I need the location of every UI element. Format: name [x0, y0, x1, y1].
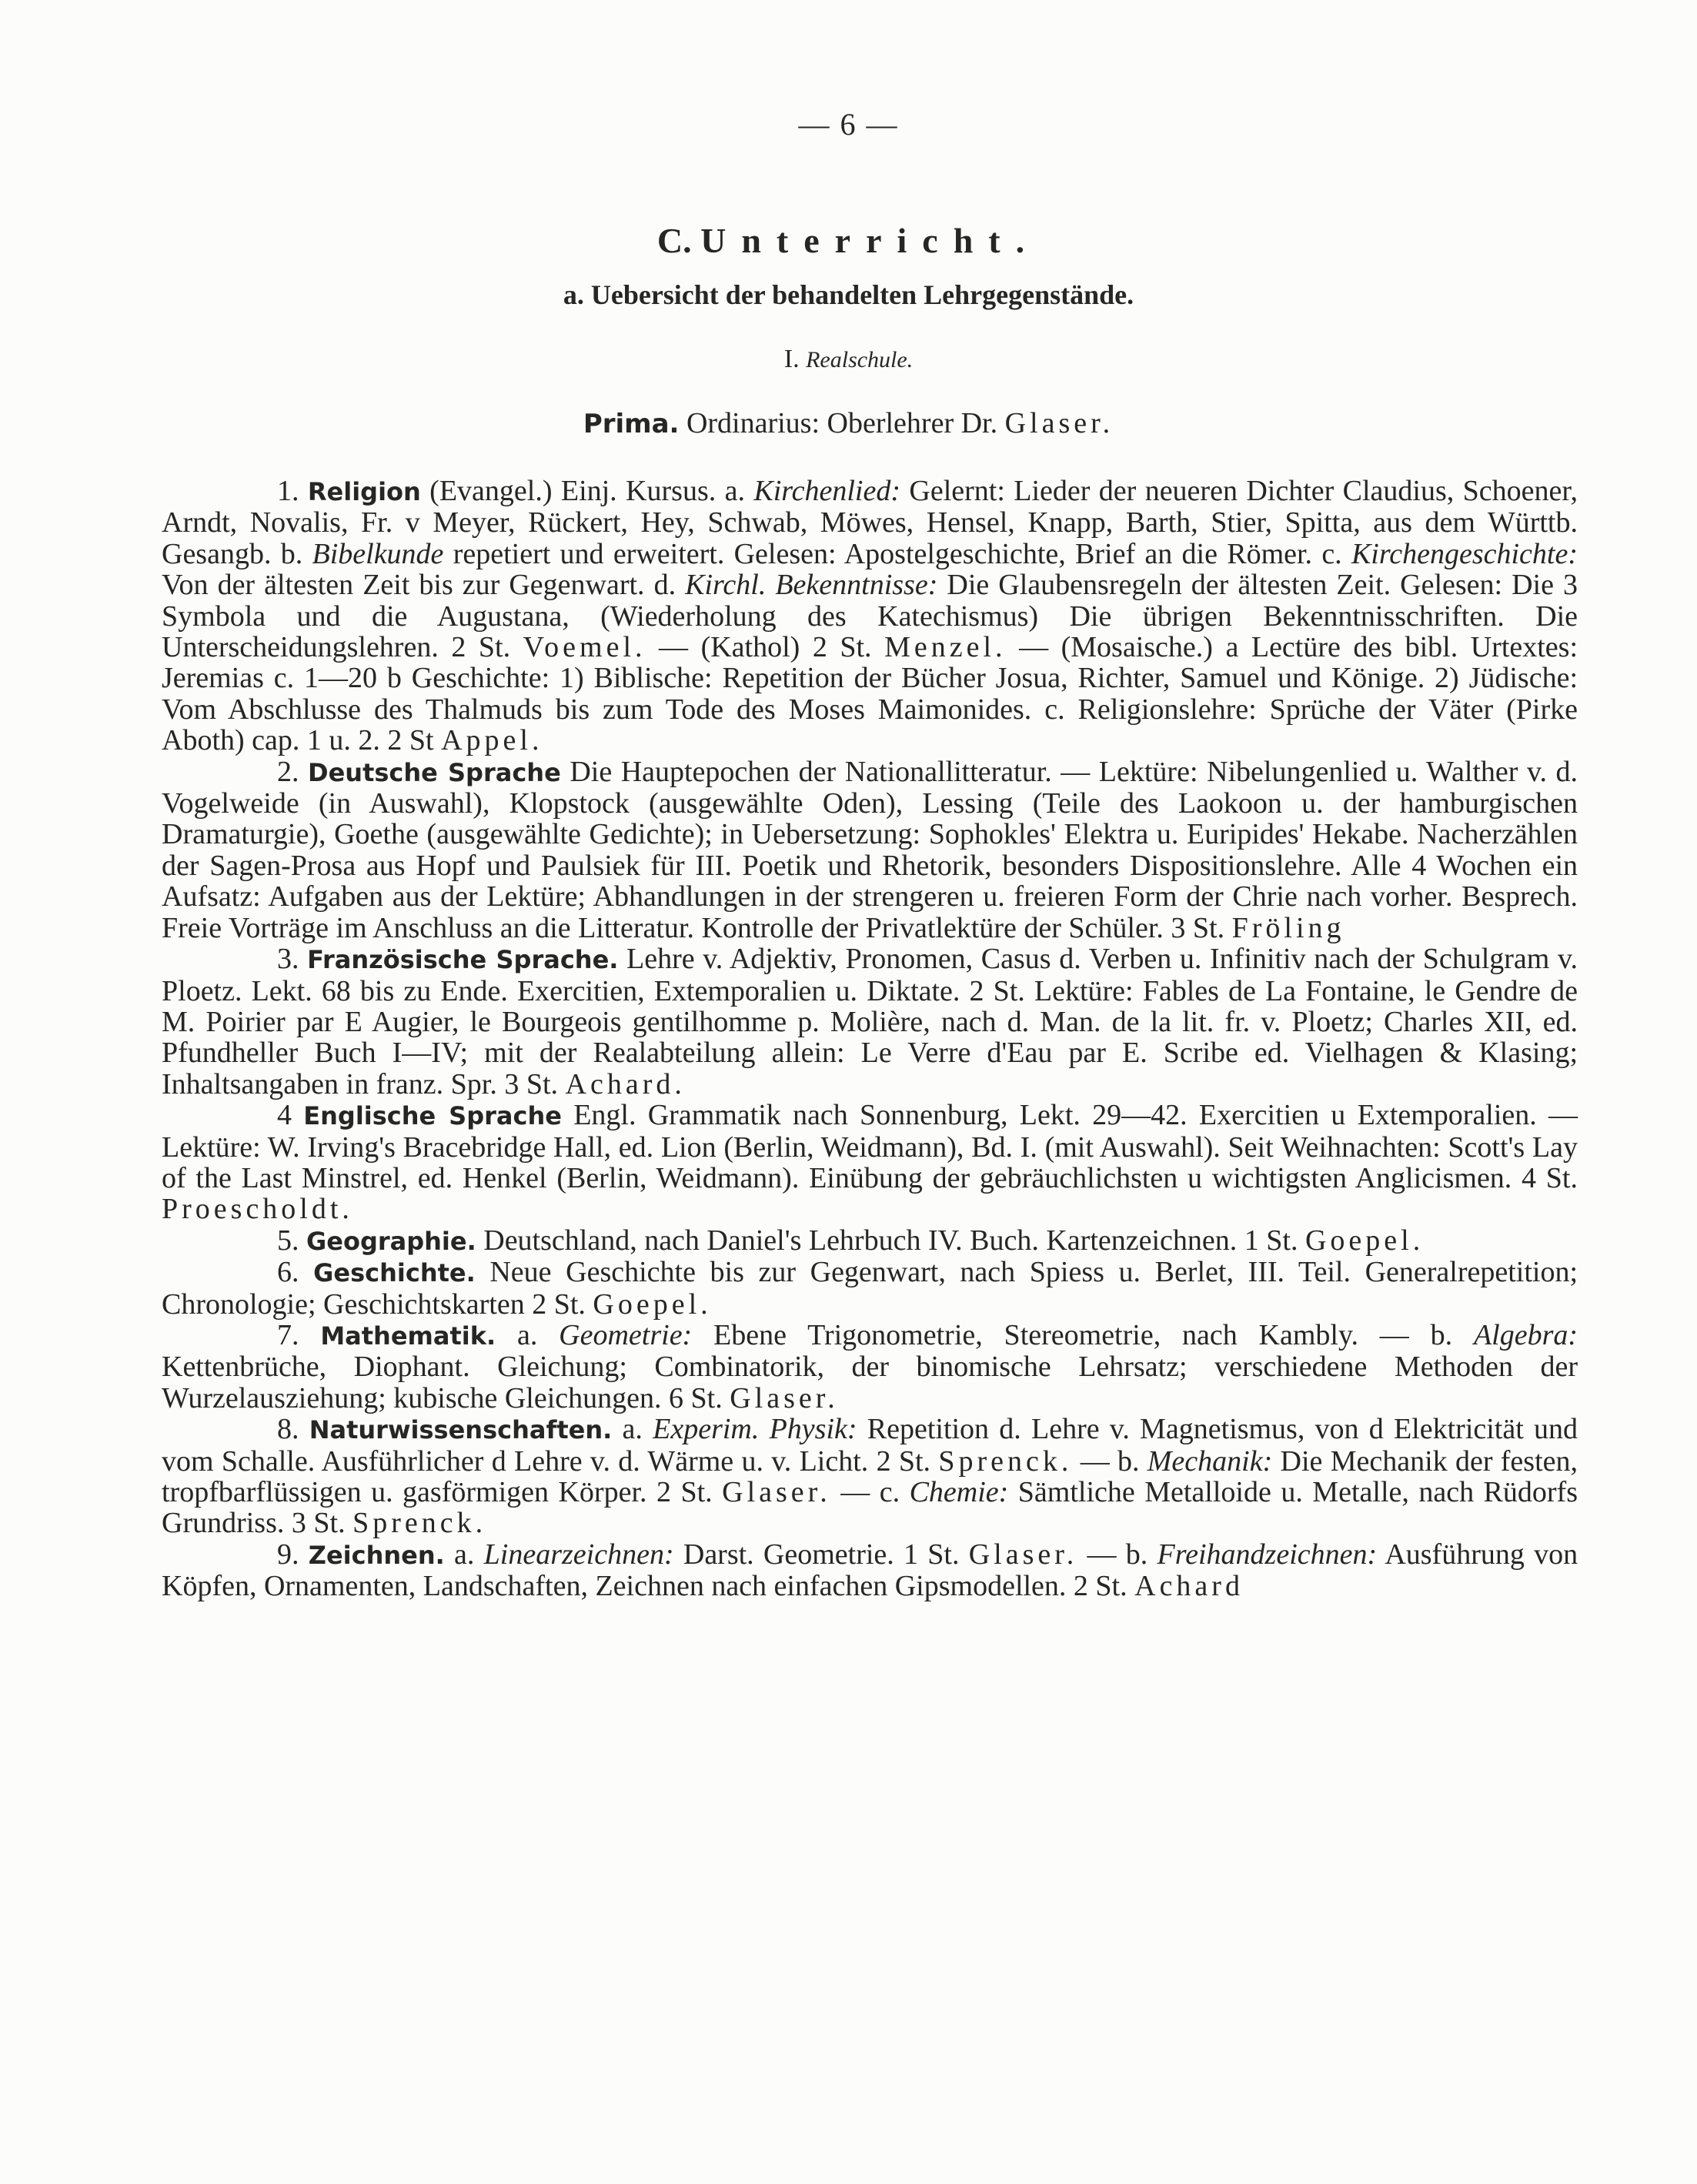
subject-religion: [162, 476, 1578, 756]
subject-number: 2.: [277, 755, 299, 788]
subject-title: Französische Sprache.: [307, 945, 619, 975]
subject-number: 1.: [277, 475, 299, 507]
school-number: I.: [783, 345, 800, 373]
teacher-name: Glaser.: [968, 1538, 1078, 1571]
subject-number: 5.: [277, 1224, 299, 1257]
subject-list: [162, 476, 1578, 1602]
subject-englisch: [162, 1100, 1578, 1225]
subject-text: repetiert und erweitert. Gelesen: Apostelgeschichte, Brief an die Römer. c.: [453, 537, 1342, 570]
topic-label: Kirchenlied:: [753, 475, 901, 507]
teacher-name: Goepel.: [1304, 1224, 1425, 1257]
subject-title: Deutsche Sprache: [308, 757, 561, 787]
ordinarius-text: Ordinarius: Oberlehrer Dr.: [686, 407, 998, 439]
section-subtitle: a. Uebersicht der behandelten Lehrgegenstände.: [563, 279, 1134, 310]
subject-number: 7.: [277, 1318, 299, 1351]
subject-text: Engl. Grammatik nach Sonnenburg, Lekt. 29—42. Exercitien u Extemporalien. — Lektüre: W. Irving's Bracebridge Hall, ed. Lion (Berlin, Weidmann), Bd. I. (mit Auswahl). Seit Weihnachten: Scott's Lay of the Last Minstrel, ed. Henkel (Berlin, Weidmann). Einübung der gebräuchlichsten u wichtigsten Anglicismen. 4 St.: [162, 1099, 1578, 1194]
school-heading: [0, 345, 1697, 374]
class-label: Prima.: [583, 409, 680, 439]
subject-geographie: [162, 1225, 1578, 1257]
school-name: Realschule.: [806, 347, 914, 372]
subject-naturwissenschaften: [162, 1414, 1578, 1539]
teacher-name: Fröling: [1231, 911, 1345, 944]
teacher-name: Glaser.: [730, 1381, 839, 1414]
topic-label: Bibelkunde: [312, 537, 444, 570]
subject-number: 6.: [277, 1256, 299, 1289]
ordinarius-name: Glaser.: [1004, 407, 1114, 439]
subject-text: Die Glaubensregeln der ältesten Zeit. Gelesen: Die 3 Symbola und die Augustana, (Wiederholung des Katechismus) Die übrigen Bekenntnisschriften. Die Unterscheidungslehren. 2 St.: [162, 569, 1578, 664]
subject-text: — b.: [1080, 1444, 1140, 1478]
subject-text: — c.: [840, 1476, 900, 1508]
subject-title: Geographie.: [306, 1226, 476, 1256]
subject-text: Neue Geschichte bis zur Gegenwart, nach Spiess u. Berlet, III. Teil. Generalrepetition; Chronologie; Geschichtskarten 2 St.: [162, 1256, 1578, 1321]
subject-text: Deutschland, nach Daniel's Lehrbuch IV. Buch. Kartenzeichnen. 1 St.: [483, 1224, 1298, 1257]
subject-zeichnen: [162, 1539, 1578, 1602]
subject-number: 8.: [277, 1413, 299, 1446]
subject-text: Ebene Trigonometrie, Stereometrie, nach Kambly. — b.: [713, 1318, 1453, 1351]
teacher-name: Glaser.: [722, 1476, 831, 1508]
subject-text: Ausführung von Köpfen, Ornamenten, Landschaften, Zeichnen nach einfachen Gipsmodellen. 2 St.: [162, 1538, 1578, 1603]
subject-text: a.: [454, 1538, 475, 1571]
section-title: Unterricht.: [700, 221, 1041, 260]
subject-text: — (Mosaische.) a Lectüre des bibl. Urtextes: Jeremias c. 1—20 b Geschichte: 1) Biblische: Repetition der Bücher Josua, Richter, Samuel und Könige. 2) Jüdische: Vom Abschlusse des Thalmuds bis zum Tode des Moses Maimonides. c. Religionslehre: Sprüche der Väter (Pirke Aboth) cap. 1 u. 2. 2 St: [162, 631, 1578, 757]
teacher-name: Menzel.: [884, 631, 1007, 664]
teacher-name: Sprenck.: [938, 1444, 1073, 1478]
topic-label: Linearzeichnen:: [483, 1538, 674, 1571]
subject-text: Repetition d. Lehre v. Magnetismus, von d Elektricität und vom Schalle. Ausführlicher d Lehre v. d. Wärme u. v. Licht. 2 St.: [162, 1413, 1578, 1478]
subject-title: Mathematik.: [320, 1321, 496, 1351]
topic-label: Algebra:: [1473, 1318, 1578, 1351]
topic-label: Geometrie:: [559, 1318, 693, 1351]
subject-number: 4: [277, 1099, 292, 1132]
section-heading: [0, 220, 1697, 261]
teacher-name: Sprenck.: [352, 1507, 487, 1540]
topic-label: Mechanik:: [1147, 1444, 1273, 1478]
subject-franzoesisch: [162, 943, 1578, 1100]
subject-text: Gelernt: Lieder der neueren Dichter Claudius, Schoener, Arndt, Novalis, Fr. v Meyer, Rückert, Hey, Schwab, Möwes, Hensel, Knapp, Barth, Stier, Spitta, aus dem Württb. Gesangb. b.: [162, 475, 1578, 570]
subject-geschichte: [162, 1257, 1578, 1320]
subject-deutsch: [162, 756, 1578, 943]
subject-text: a.: [622, 1413, 643, 1446]
teacher-name: Achard: [1134, 1570, 1244, 1603]
teacher-name: Goepel.: [593, 1287, 712, 1321]
subject-mathematik: [162, 1320, 1578, 1414]
topic-label: Experim. Physik:: [653, 1413, 857, 1446]
topic-label: Kirchengeschichte:: [1351, 537, 1578, 570]
page-number: — 6 —: [798, 107, 899, 142]
teacher-name: Proescholdt.: [162, 1193, 353, 1226]
subject-text: Lehre v. Adjektiv, Pronomen, Casus d. Verben u. Infinitiv nach der Schulgram v. Ploetz. Lekt. 68 bis zu Ende. Exercitien, Extemporalien u. Diktate. 2 St. Lektüre: Fables de La Fontaine, le Gendre de M. Poirier par E Augier, le Bourgeois gentilhomme p. Molière, nach d. Man. de la lit. fr. v. Ploetz; Charles XII, ed. Pfundheller Buch I—IV; mit der Realabteilung allein: Le Verre d'Eau par E. Scribe ed. Vielhagen & Klasing; Inhaltsangaben in franz. Spr. 3 St.: [162, 943, 1578, 1100]
subject-number: 9.: [277, 1538, 299, 1571]
subject-text: — b.: [1087, 1538, 1148, 1571]
subject-title: Geschichte.: [313, 1258, 476, 1288]
subject-title: Zeichnen.: [308, 1540, 445, 1570]
subject-text: Die Mechanik der festen, tropfbarflüssigen u. gasförmigen Körper. 2 St.: [162, 1444, 1578, 1508]
subject-text: Die Hauptepochen der Nationallitteratur. — Lektüre: Nibelungenlied u. Walther v. d. Vogelweide (in Auswahl), Klopstock (ausgewählte Oden), Lessing (Teile des Laokoon u. der hamburgischen Dramaturgie), Goethe (ausgewählte Gedichte); in Uebersetzung: Sophokles' Elektra u. Euripides' Hekabe. Nacherzählen der Sagen-Prosa aus Hopf und Paulsiek für III. Poetik und Rhetorik, besonders Dispositionslehre. Alle 4 Wochen ein Aufsatz: Aufgaben aus der Lektüre; Abhandlungen in der strengeren u. freieren Form der Chrie nach vorher. Besprech. Freie Vorträge im Anschluss an die Litteratur. Kontrolle der Privatlektüre der Schüler. 3 St.: [162, 755, 1578, 944]
topic-label: Freihandzeichnen:: [1157, 1538, 1378, 1571]
topic-label: Chemie:: [909, 1476, 1009, 1508]
teacher-name: Appel.: [441, 724, 543, 757]
subject-text: Darst. Geometrie. 1 St.: [683, 1538, 960, 1571]
subject-number: 3.: [277, 943, 299, 976]
subject-text: Kettenbrüche, Diophant. Gleichung; Combinatorik, der binomische Lehrsatz; verschiedene Methoden der Wurzelausziehung; kubische Gleichungen. 6 St.: [162, 1351, 1578, 1414]
subject-text: Sämtliche Metalloide u. Metalle, nach Rüdorfs Grundriss. 3 St.: [162, 1476, 1578, 1540]
subject-text: Von der ältesten Zeit bis zur Gegenwart. d.: [162, 569, 676, 602]
section-letter: C.: [656, 221, 692, 260]
subject-title: Religion: [307, 477, 421, 506]
subject-title: Naturwissenschaften.: [309, 1415, 613, 1445]
subject-text: (Evangel.) Einj. Kursus. a.: [429, 475, 745, 507]
teacher-name: Voemel.: [523, 631, 646, 664]
topic-label: Kirchl. Bekenntnisse:: [685, 569, 938, 602]
teacher-name: Achard.: [565, 1067, 686, 1100]
subject-title: Englische Sprache: [303, 1101, 562, 1131]
subject-text: — (Kathol) 2 St.: [659, 631, 872, 664]
class-heading: [0, 406, 1697, 440]
subject-text: a.: [516, 1318, 538, 1351]
